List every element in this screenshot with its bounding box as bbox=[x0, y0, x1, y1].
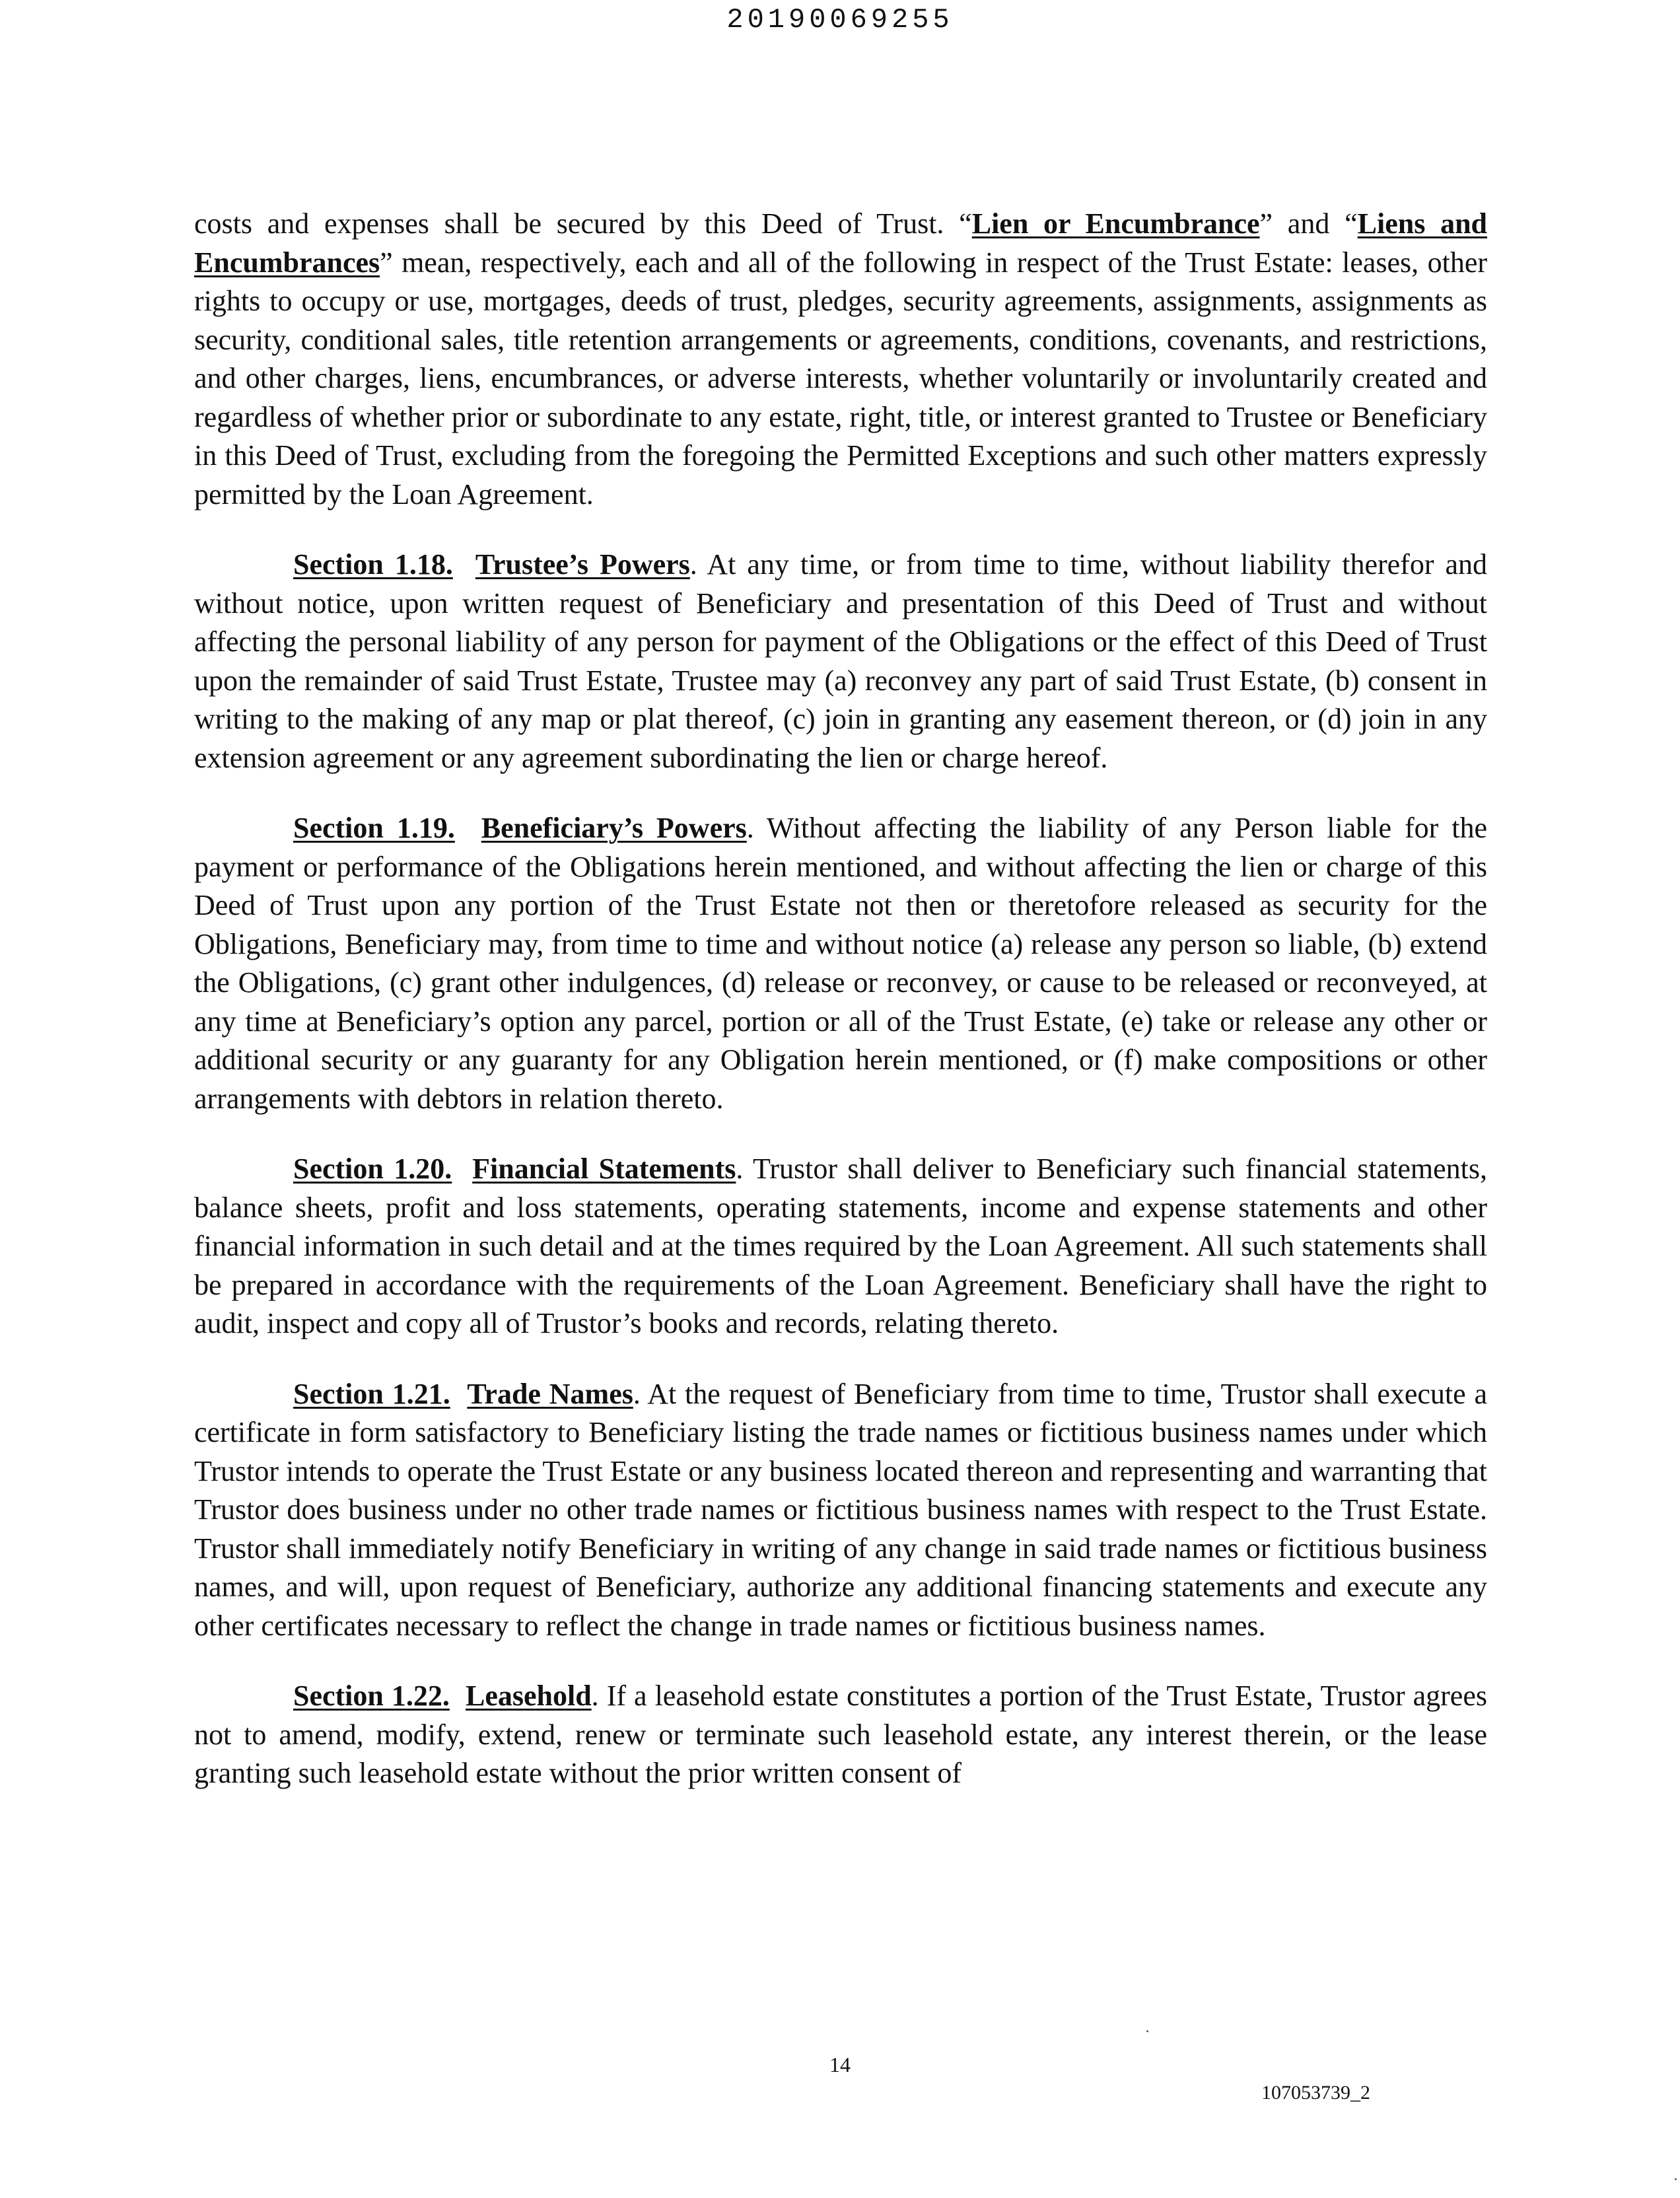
scan-speck bbox=[1146, 2030, 1148, 2032]
section-number: Section 1.21. bbox=[293, 1377, 450, 1410]
section-body: . Trustor shall deliver to Beneficiary such financial statements, balance sheets, profit and loss statements, operating statements, income and expense statements and other financial information in such detail and at the times required by the Loan Agreement. All such statements shall be prepared in accordance with the requirements of the Loan Agreement. Beneficiary shall have the right to audit, inspect and copy all of Trustor’s books and records, relating thereto. bbox=[194, 1152, 1487, 1339]
section-1-19 bbox=[194, 809, 1487, 1118]
section-body: . At any time, or from time to time, without liability therefor and without notice, upon written request of Beneficiary and presentation of this Deed of Trust and without affecting the personal liability of any person for payment of the Obligations or the effect of this Deed of Trust upon the remainder of said Trust Estate, Trustee may (a) reconvey any part of said Trust Estate, (b) consent in writing to the making of any map or plat thereof, (c) join in granting any easement thereon, or (d) join in any extension agreement or any agreement subordinating the lien or charge hereof. bbox=[194, 548, 1487, 774]
section-number: Section 1.20. bbox=[293, 1152, 452, 1185]
section-title: Trade Names bbox=[467, 1377, 633, 1410]
section-body: . At the request of Beneficiary from time to time, Trustor shall execute a certificate in form satisfactory to Beneficiary listing the trade names or fictitious business names under which Trustor intends to operate the Trust Estate or any business located thereon and representing and warranting that Trustor does business under no other trade names or fictitious business names with respect to the Trust Estate. Trustor shall immediately notify Beneficiary in writing of any change in said trade names or fictitious business names, and will, upon request of Beneficiary, authorize any additional financing statements and execute any other certificates necessary to reflect the change in trade names or fictitious business names. bbox=[194, 1377, 1488, 1642]
document-body bbox=[194, 205, 1487, 1825]
paragraph-text: ” mean, respectively, each and all of the following in respect of the Trust Estate: leases, other rights to occupy or use, mortgages, deeds of trust, pledges, security agreements, assignments, assignments as security, conditional sales, title retention arrangements or agreements, conditions, covenants, and restrictions, and other charges, liens, encumbrances, or adverse interests, whether voluntarily or involuntarily created and regardless of whether prior or subordinate to any estate, right, title, or interest granted to Trustee or Beneficiary in this Deed of Trust, excluding from the foregoing the Permitted Exceptions and such other matters expressly permitted by the Loan Agreement. bbox=[194, 246, 1487, 511]
scan-speck bbox=[1675, 2178, 1677, 2180]
paragraph-text: costs and expenses shall be secured by this Deed of Trust. “ bbox=[194, 207, 972, 240]
section-title: Leasehold bbox=[465, 1680, 592, 1712]
section-title: Trustee’s Powers bbox=[475, 548, 690, 581]
section-number: Section 1.19. bbox=[293, 812, 455, 844]
document-id: 107053739_2 bbox=[1261, 2082, 1370, 2104]
section-1-18 bbox=[194, 546, 1487, 777]
recording-number: 20190069255 bbox=[726, 4, 954, 36]
section-body: . If a leasehold estate constitutes a portion of the Trust Estate, Trustor agrees not to amend, modify, extend, renew or terminate such leasehold estate, any interest therein, or the lease granting such leasehold estate without the prior written consent of bbox=[194, 1680, 1487, 1789]
continuation-paragraph bbox=[194, 205, 1487, 514]
section-number: Section 1.22. bbox=[293, 1680, 450, 1712]
defined-term: Liens and Encumbrances bbox=[194, 207, 1488, 279]
section-title: Beneficiary’s Powers bbox=[481, 812, 747, 844]
section-1-20 bbox=[194, 1150, 1487, 1343]
section-number: Section 1.18. bbox=[293, 548, 453, 581]
section-title: Financial Statements bbox=[472, 1152, 736, 1185]
section-1-21 bbox=[194, 1375, 1487, 1646]
section-body: . Without affecting the liability of any Person liable for the payment or performance of the Obligations herein mentioned, and without affecting the lien or charge of this Deed of Trust upon any portion of the Trust Estate not then or theretofore released as security for the Obligations, Beneficiary may, from time to time and without notice (a) release any person so liable, (b) extend the Obligations, (c) grant other indulgences, (d) release or reconvey, or cause to be released or reconveyed, at any time at Beneficiary’s option any parcel, portion or all of the Trust Estate, (e) take or release any other or additional security or any guaranty for any Obligation herein mentioned, or (f) make compositions or other arrangements with debtors in relation thereto. bbox=[194, 812, 1487, 1115]
section-1-22 bbox=[194, 1677, 1487, 1793]
paragraph-text: ” and “ bbox=[1259, 207, 1358, 240]
defined-term: Lien or Encumbrance bbox=[971, 207, 1260, 240]
page-number: 14 bbox=[829, 2053, 851, 2076]
